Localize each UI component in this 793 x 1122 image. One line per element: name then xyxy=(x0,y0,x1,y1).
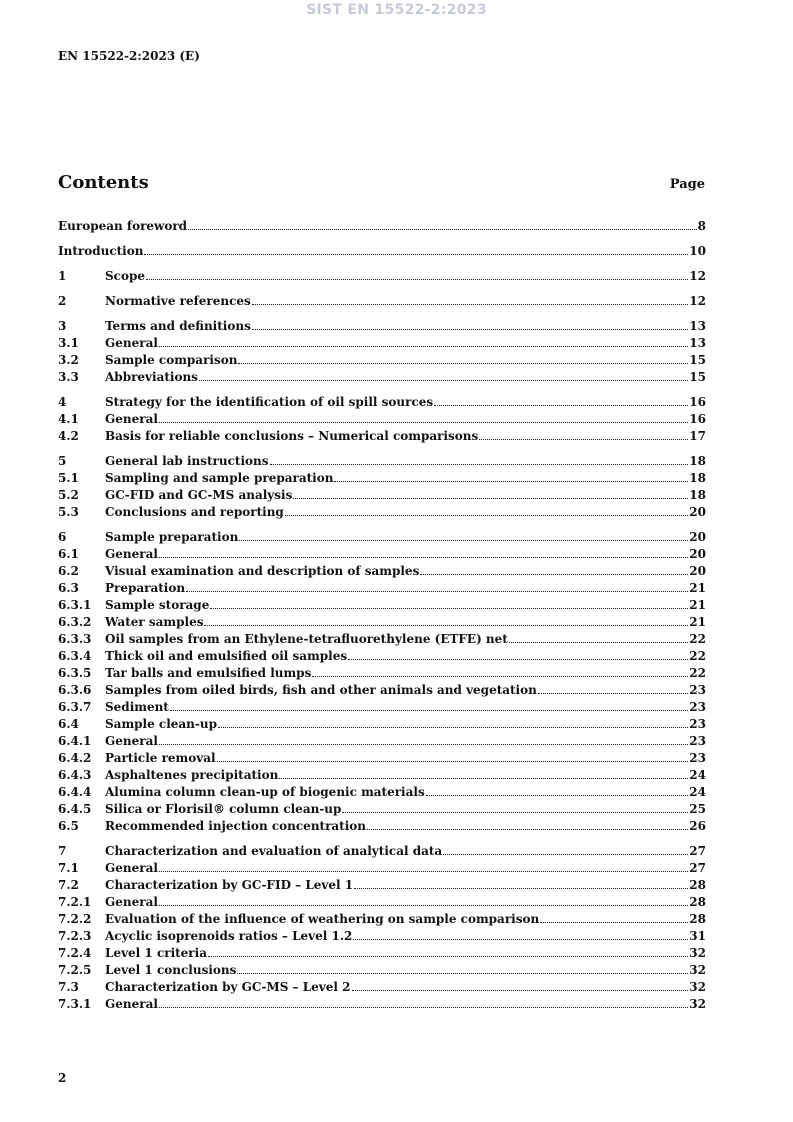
toc-entry-title: Sampling and sample preparation xyxy=(105,471,334,485)
toc-entry-number: 6.4.1 xyxy=(58,734,92,748)
toc-dot-leader xyxy=(270,464,689,465)
toc-entry-title: Conclusions and reporting xyxy=(105,505,284,519)
toc-dot-leader xyxy=(342,812,688,813)
toc-dot-leader xyxy=(538,693,688,694)
toc-entry-page: 23 xyxy=(689,751,706,765)
toc-entry-page: 13 xyxy=(689,336,706,350)
toc-dot-leader xyxy=(217,761,689,762)
toc-entry-title: Abbreviations xyxy=(105,370,198,384)
toc-entry-title: General lab instructions xyxy=(105,454,269,468)
toc-entry-number: 7.3.1 xyxy=(58,997,92,1011)
toc-entry-page: 22 xyxy=(689,649,706,663)
toc-entry-page: 12 xyxy=(689,294,706,308)
toc-entry-page: 32 xyxy=(689,980,706,994)
toc-entry-page: 28 xyxy=(689,895,706,909)
toc-entry-title: Alumina column clean-up of biogenic materials xyxy=(105,785,425,799)
toc-entry-page: 12 xyxy=(689,269,706,283)
toc-entry-title: General xyxy=(105,547,158,561)
toc-entry-number: 3.2 xyxy=(58,353,79,367)
toc-dot-leader xyxy=(252,329,688,330)
toc-dot-leader xyxy=(443,854,688,855)
toc-entry-title: Water samples xyxy=(105,615,204,629)
toc-dot-leader xyxy=(144,254,688,255)
toc-entry-number: 5.1 xyxy=(58,471,79,485)
toc-entry[interactable] xyxy=(58,926,706,943)
toc-entry-title: Evaluation of the influence of weathering on sample comparison xyxy=(105,912,540,926)
toc-dot-leader xyxy=(159,744,688,745)
toc-dot-leader xyxy=(239,540,688,541)
toc-entry-number: 4.1 xyxy=(58,412,79,426)
toc-entry[interactable] xyxy=(58,943,706,960)
toc-dot-leader xyxy=(210,608,688,609)
toc-entry[interactable] xyxy=(58,350,706,367)
toc-entry-number: 6.5 xyxy=(58,819,79,833)
toc-entry-title: General xyxy=(105,895,158,909)
toc-entry-title: Thick oil and emulsified oil samples xyxy=(105,649,348,663)
toc-entry-page: 23 xyxy=(689,717,706,731)
toc-dot-leader xyxy=(293,498,688,499)
toc-entry[interactable] xyxy=(58,216,706,233)
toc-entry-title: Basis for reliable conclusions – Numerical comparisons xyxy=(105,429,479,443)
table-of-contents xyxy=(58,216,706,1011)
toc-entry[interactable] xyxy=(58,266,706,283)
toc-entry-title: Normative references xyxy=(105,294,251,308)
toc-entry-number: 7.1 xyxy=(58,861,79,875)
toc-entry-page: 20 xyxy=(689,505,706,519)
toc-entry-number: 6 xyxy=(58,530,67,544)
toc-entry-page: 10 xyxy=(689,244,706,258)
toc-entry-page: 26 xyxy=(689,819,706,833)
toc-dot-leader xyxy=(170,710,688,711)
toc-entry-page: 27 xyxy=(689,861,706,875)
toc-entry-page: 18 xyxy=(689,471,706,485)
contents-title: Contents xyxy=(58,172,149,193)
toc-entry-page: 17 xyxy=(689,429,706,443)
toc-entry-number: 4 xyxy=(58,395,67,409)
toc-dot-leader xyxy=(354,888,688,889)
toc-dot-leader xyxy=(237,973,688,974)
toc-dot-leader xyxy=(434,405,688,406)
toc-entry-title: Silica or Florisil® column clean-up xyxy=(105,802,342,816)
toc-entry-title: Sample comparison xyxy=(105,353,238,367)
toc-entry-page: 24 xyxy=(689,785,706,799)
toc-entry-title: General xyxy=(105,412,158,426)
toc-entry-page: 13 xyxy=(689,319,706,333)
toc-dot-leader xyxy=(252,304,689,305)
toc-entry-page: 8 xyxy=(697,219,706,233)
toc-dot-leader xyxy=(159,905,688,906)
toc-entry-number: 6.3.2 xyxy=(58,615,92,629)
toc-entry[interactable] xyxy=(58,816,706,833)
toc-entry-title: Recommended injection concentration xyxy=(105,819,367,833)
toc-entry-title: Terms and definitions xyxy=(105,319,251,333)
toc-entry-number: 6.1 xyxy=(58,547,79,561)
toc-entry-page: 20 xyxy=(689,547,706,561)
toc-entry-page: 32 xyxy=(689,946,706,960)
toc-entry-page: 20 xyxy=(689,530,706,544)
toc-entry-number: 5.2 xyxy=(58,488,79,502)
toc-entry-number: 7.2.2 xyxy=(58,912,92,926)
toc-entry-page: 23 xyxy=(689,734,706,748)
toc-entry[interactable] xyxy=(58,875,706,892)
toc-entry[interactable] xyxy=(58,426,706,443)
toc-dot-leader xyxy=(279,778,688,779)
toc-entry[interactable] xyxy=(58,485,706,502)
toc-entry-number: 6.4.3 xyxy=(58,768,92,782)
toc-entry-number: 6.3.1 xyxy=(58,598,92,612)
toc-dot-leader xyxy=(159,557,688,558)
toc-dot-leader xyxy=(159,346,688,347)
toc-entry-page: 18 xyxy=(689,488,706,502)
toc-entry[interactable] xyxy=(58,595,706,612)
toc-entry-number: 4.2 xyxy=(58,429,79,443)
toc-dot-leader xyxy=(199,380,688,381)
toc-entry-title: Characterization by GC-FID – Level 1 xyxy=(105,878,354,892)
toc-entry-title: Level 1 conclusions xyxy=(105,963,237,977)
toc-entry-number: 6.3 xyxy=(58,581,79,595)
toc-dot-leader xyxy=(159,1007,688,1008)
toc-entry[interactable] xyxy=(58,909,706,926)
toc-entry[interactable] xyxy=(58,451,706,468)
toc-entry-number: 6.3.3 xyxy=(58,632,92,646)
toc-entry[interactable] xyxy=(58,663,706,680)
toc-entry-title: General xyxy=(105,861,158,875)
toc-entry[interactable] xyxy=(58,544,706,561)
toc-entry-page: 32 xyxy=(689,997,706,1011)
toc-entry-page: 16 xyxy=(689,395,706,409)
toc-entry-number: 6.3.4 xyxy=(58,649,92,663)
toc-entry-title: Sample preparation xyxy=(105,530,239,544)
toc-entry-title: Strategy for the identification of oil spill sources xyxy=(105,395,434,409)
toc-dot-leader xyxy=(426,795,689,796)
toc-entry-page: 22 xyxy=(689,632,706,646)
toc-dot-leader xyxy=(509,642,688,643)
toc-dot-leader xyxy=(367,829,688,830)
toc-entry[interactable] xyxy=(58,291,706,308)
toc-entry-title: European foreword xyxy=(58,219,188,233)
toc-entry-number: 6.3.6 xyxy=(58,683,92,697)
toc-entry[interactable] xyxy=(58,646,706,663)
toc-entry-page: 28 xyxy=(689,878,706,892)
toc-entry[interactable] xyxy=(58,527,706,544)
toc-entry-title: Sample storage xyxy=(105,598,210,612)
toc-dot-leader xyxy=(159,422,688,423)
toc-dot-leader xyxy=(238,363,688,364)
toc-entry[interactable] xyxy=(58,316,706,333)
toc-entry-page: 21 xyxy=(689,598,706,612)
toc-entry-number: 7.2.1 xyxy=(58,895,92,909)
toc-entry-page: 28 xyxy=(689,912,706,926)
toc-dot-leader xyxy=(285,515,688,516)
toc-entry[interactable] xyxy=(58,680,706,697)
toc-entry-number: 6.2 xyxy=(58,564,79,578)
toc-entry[interactable] xyxy=(58,960,706,977)
toc-entry-title: Introduction xyxy=(58,244,144,258)
toc-entry[interactable] xyxy=(58,578,706,595)
toc-dot-leader xyxy=(218,727,688,728)
toc-entry[interactable] xyxy=(58,502,706,519)
toc-dot-leader xyxy=(540,922,688,923)
toc-entry[interactable] xyxy=(58,799,706,816)
toc-entry-title: General xyxy=(105,997,158,1011)
toc-dot-leader xyxy=(204,625,688,626)
toc-entry-number: 7.2.3 xyxy=(58,929,92,943)
toc-entry-page: 20 xyxy=(689,564,706,578)
toc-entry[interactable] xyxy=(58,561,706,578)
toc-entry[interactable] xyxy=(58,748,706,765)
watermark: SIST EN 15522-2:2023 xyxy=(306,2,487,18)
toc-entry-number: 6.4.2 xyxy=(58,751,92,765)
toc-entry[interactable] xyxy=(58,468,706,485)
toc-entry-number: 7.3 xyxy=(58,980,79,994)
toc-entry-number: 3.1 xyxy=(58,336,79,350)
toc-entry[interactable] xyxy=(58,612,706,629)
toc-entry-title: Preparation xyxy=(105,581,186,595)
toc-entry-title: Particle removal xyxy=(105,751,216,765)
toc-entry-title: Tar balls and emulsified lumps xyxy=(105,666,312,680)
toc-entry-number: 1 xyxy=(58,269,67,283)
toc-entry[interactable] xyxy=(58,731,706,748)
toc-entry[interactable] xyxy=(58,714,706,731)
toc-entry-page: 21 xyxy=(689,615,706,629)
toc-entry-title: Visual examination and description of samples xyxy=(105,564,420,578)
toc-entry-page: 27 xyxy=(689,844,706,858)
toc-dot-leader xyxy=(348,659,688,660)
toc-entry-page: 24 xyxy=(689,768,706,782)
toc-dot-leader xyxy=(186,591,688,592)
toc-entry-page: 25 xyxy=(689,802,706,816)
toc-entry-number: 5.3 xyxy=(58,505,79,519)
toc-entry-number: 7.2.5 xyxy=(58,963,92,977)
toc-dot-leader xyxy=(159,871,688,872)
toc-entry-title: Oil samples from an Ethylene-tetrafluorethylene (ETFE) net xyxy=(105,632,508,646)
toc-entry-page: 21 xyxy=(689,581,706,595)
toc-entry-number: 2 xyxy=(58,294,67,308)
toc-entry-title: Characterization and evaluation of analytical data xyxy=(105,844,443,858)
toc-entry-page: 23 xyxy=(689,683,706,697)
toc-dot-leader xyxy=(188,229,697,230)
toc-entry-number: 7 xyxy=(58,844,67,858)
toc-entry[interactable] xyxy=(58,765,706,782)
toc-entry-title: Acyclic isoprenoids ratios – Level 1.2 xyxy=(105,929,353,943)
toc-entry-page: 16 xyxy=(689,412,706,426)
toc-entry-number: 7.2 xyxy=(58,878,79,892)
toc-entry-page: 18 xyxy=(689,454,706,468)
toc-entry-number: 6.3.5 xyxy=(58,666,92,680)
toc-entry[interactable] xyxy=(58,858,706,875)
toc-entry-title: Asphaltenes precipitation xyxy=(105,768,279,782)
toc-entry-page: 31 xyxy=(689,929,706,943)
toc-entry-number: 3.3 xyxy=(58,370,79,384)
toc-dot-leader xyxy=(352,990,689,991)
toc-entry[interactable] xyxy=(58,409,706,426)
toc-entry[interactable] xyxy=(58,892,706,909)
toc-entry-page: 15 xyxy=(689,370,706,384)
toc-entry-number: 6.4.4 xyxy=(58,785,92,799)
toc-entry-title: Sediment xyxy=(105,700,169,714)
toc-entry-page: 22 xyxy=(689,666,706,680)
document-code: EN 15522-2:2023 (E) xyxy=(58,49,200,63)
toc-entry-title: General xyxy=(105,734,158,748)
toc-entry-title: Scope xyxy=(105,269,146,283)
toc-entry[interactable] xyxy=(58,392,706,409)
toc-entry-title: General xyxy=(105,336,158,350)
page-column-label: Page xyxy=(669,177,705,192)
toc-entry-title: Sample clean-up xyxy=(105,717,217,731)
toc-entry-number: 6.4 xyxy=(58,717,79,731)
toc-entry[interactable] xyxy=(58,994,706,1011)
toc-entry[interactable] xyxy=(58,782,706,799)
toc-entry[interactable] xyxy=(58,241,706,258)
toc-entry-page: 23 xyxy=(689,700,706,714)
toc-dot-leader xyxy=(146,279,688,280)
toc-dot-leader xyxy=(208,956,688,957)
toc-dot-leader xyxy=(353,939,688,940)
toc-entry[interactable] xyxy=(58,841,706,858)
toc-entry-number: 7.2.4 xyxy=(58,946,92,960)
toc-entry-title: Characterization by GC-MS – Level 2 xyxy=(105,980,351,994)
toc-entry-number: 3 xyxy=(58,319,67,333)
toc-entry[interactable] xyxy=(58,697,706,714)
toc-entry[interactable] xyxy=(58,629,706,646)
toc-entry-page: 15 xyxy=(689,353,706,367)
toc-entry[interactable] xyxy=(58,333,706,350)
toc-entry-number: 5 xyxy=(58,454,67,468)
toc-dot-leader xyxy=(479,439,688,440)
toc-dot-leader xyxy=(312,676,688,677)
toc-entry-title: Samples from oiled birds, fish and other animals and vegetation xyxy=(105,683,537,697)
toc-entry[interactable] xyxy=(58,977,706,994)
toc-dot-leader xyxy=(420,574,688,575)
toc-entry-number: 6.3.7 xyxy=(58,700,92,714)
toc-entry[interactable] xyxy=(58,367,706,384)
footer-page-number: 2 xyxy=(58,1071,67,1085)
toc-entry-title: GC-FID and GC-MS analysis xyxy=(105,488,293,502)
toc-entry-page: 32 xyxy=(689,963,706,977)
toc-entry-title: Level 1 criteria xyxy=(105,946,207,960)
toc-entry-number: 6.4.5 xyxy=(58,802,92,816)
toc-dot-leader xyxy=(334,481,688,482)
